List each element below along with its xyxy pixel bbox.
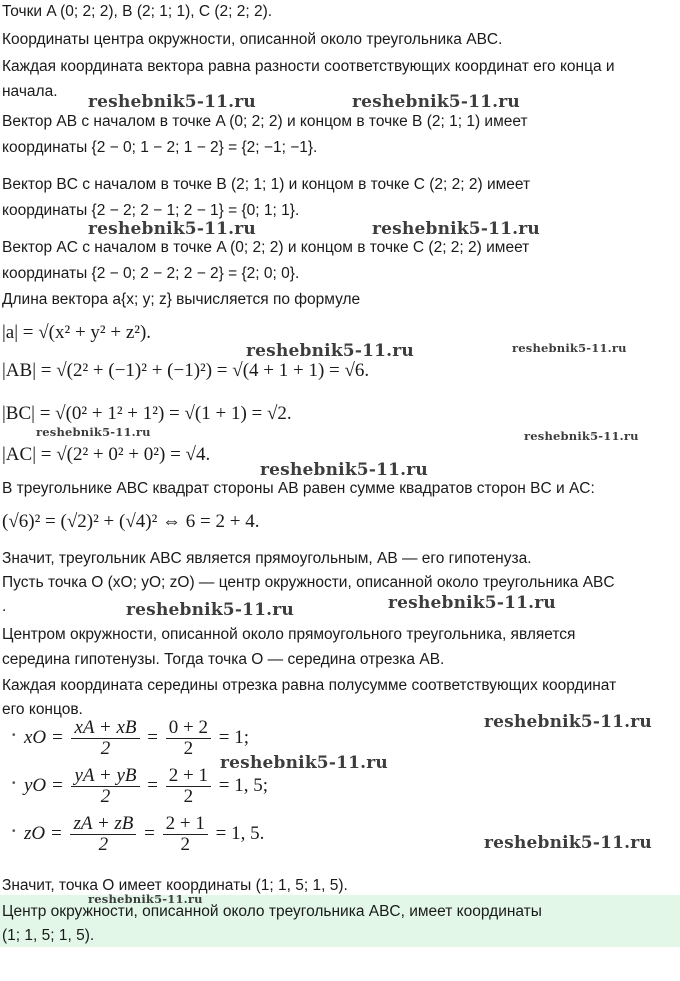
center-definition: Пусть точка O (xO; yO; zO) — центр окружности, описанной около треугольника ABC <box>2 574 615 591</box>
bullet-dot: • <box>12 778 16 789</box>
given-points: Точки A (0; 2; 2), B (2; 1; 1), C (2; 2; 2). <box>2 3 273 20</box>
numerator: 2 + 1 <box>163 814 208 835</box>
length-formula-intro: Длина вектора a{x; y; z} вычисляется по формуле <box>2 291 361 308</box>
watermark: reshebnik5-11.ru <box>524 429 639 443</box>
midpoint-rule-line2: его концов. <box>2 701 83 718</box>
vector-bc-line1: Вектор BC с началом в точке B (2; 1; 1) и концом в точке C (2; 2; 2) имеет <box>2 176 531 193</box>
watermark: reshebnik5-11.ru <box>246 341 414 361</box>
denominator: 2 <box>98 834 109 855</box>
answer-line1: Центр окружности, описанной около треугольника ABC, имеет координаты <box>2 903 542 920</box>
vector-bc-coords: координаты {2 − 2; 2 − 1; 2 − 1} = {0; 1; 1}. <box>2 202 300 219</box>
pythagoras-check: (√6)² = (√2)² + (√4)² ⇔ 6 = 2 + 4. <box>2 511 260 532</box>
numerator: 0 + 2 <box>166 718 211 739</box>
vector-rule-line2: начала. <box>2 83 58 100</box>
length-ab: |AB| = √(2² + (−1)² + (−1)²) = √(4 + 1 + 1) = √6. <box>2 360 370 381</box>
midpoint-y-formula: yO = $\frac{yA + yB}{2}$ = $\frac{2 + 1}{2}$ = 1, 5; <box>24 765 268 807</box>
watermark: reshebnik5-11.ru <box>88 892 203 906</box>
length-ac: |AC| = √(2² + 0² + 0²) = √4. <box>2 444 211 465</box>
fraction <box>70 814 136 855</box>
watermark: reshebnik5-11.ru <box>220 753 388 773</box>
task-statement: Координаты центра окружности, описанной около треугольника ABC. <box>2 31 503 48</box>
watermark: reshebnik5-11.ru <box>388 593 556 613</box>
watermark: reshebnik5-11.ru <box>484 712 652 732</box>
bullet-dot: • <box>12 826 16 837</box>
answer-line2: (1; 1, 5; 1, 5). <box>2 927 95 944</box>
numerator: 2 + 1 <box>166 766 211 787</box>
denominator: 2 <box>180 834 190 855</box>
center-definition-end: . <box>2 598 7 615</box>
pythagoras-statement: В треугольнике ABC квадрат стороны AB равен сумме квадратов сторон BC и AC: <box>2 480 595 497</box>
numerator: zA + zB <box>70 814 136 835</box>
bullet-dot: • <box>12 730 16 741</box>
midpoint-y-result: = 1, 5; <box>218 774 268 796</box>
watermark: reshebnik5-11.ru <box>36 425 151 439</box>
fraction <box>71 718 139 759</box>
fraction <box>166 766 211 807</box>
midpoint-x-formula: xO = $\frac{xA + xB}{2}$ = $\frac{0 + 2}{2}$ = 1; <box>24 717 249 759</box>
watermark: reshebnik5-11.ru <box>512 341 627 355</box>
midpoint-z-result: = 1, 5. <box>215 822 265 844</box>
fraction <box>166 718 211 759</box>
vector-ab-line1: Вектор AB с началом в точке A (0; 2; 2) и концом в точке B (2; 1; 1) имеет <box>2 113 528 130</box>
vector-ab-coords: координаты {2 − 0; 1 − 2; 1 − 2} = {2; −1; −1}. <box>2 139 318 156</box>
midpoint-z-label: zO = <box>24 822 63 844</box>
watermark: reshebnik5-11.ru <box>88 219 256 239</box>
center-coordinates-conclusion: Значит, точка O имеет координаты (1; 1, 5; 1, 5). <box>2 877 348 894</box>
midpoint-x-result: = 1; <box>218 726 249 748</box>
midpoint-z-formula: zO = $\frac{zA + zB}{2}$ = $\frac{2 + 1}{2}$ = 1, 5. <box>24 813 265 855</box>
watermark: reshebnik5-11.ru <box>372 219 540 239</box>
right-triangle-conclusion: Значит, треугольник ABC является прямоугольным, AB — его гипотенуза. <box>2 550 532 567</box>
hypotenuse-rule-line2: середина гипотенузы. Тогда точка O — середина отрезка AB. <box>2 651 445 668</box>
watermark: reshebnik5-11.ru <box>352 92 520 112</box>
denominator: 2 <box>183 786 194 807</box>
watermark: reshebnik5-11.ru <box>260 460 428 480</box>
denominator: 2 <box>183 738 194 759</box>
fraction <box>163 814 208 855</box>
numerator: yA + yB <box>71 766 139 787</box>
denominator: 2 <box>100 738 111 759</box>
vector-ac-line1: Вектор AC с началом в точке A (0; 2; 2) и концом в точке C (2; 2; 2) имеет <box>2 239 530 256</box>
vector-ac-coords: координаты {2 − 0; 2 − 2; 2 − 2} = {2; 0; 0}. <box>2 265 300 282</box>
midpoint-x-label: xO = <box>24 726 64 748</box>
watermark: reshebnik5-11.ru <box>484 833 652 853</box>
length-formula: |a| = √(x² + y² + z²). <box>2 322 152 343</box>
vector-rule-line1: Каждая координата вектора равна разности соответствующих координат его конца и <box>2 58 615 75</box>
midpoint-rule-line1: Каждая координата середины отрезка равна полусумме соответствующих координат <box>2 677 617 694</box>
numerator: xA + xB <box>71 718 139 739</box>
watermark: reshebnik5-11.ru <box>126 600 294 620</box>
fraction <box>71 766 139 807</box>
midpoint-y-label: yO = <box>24 774 64 796</box>
watermark: reshebnik5-11.ru <box>88 92 256 112</box>
hypotenuse-rule-line1: Центром окружности, описанной около прямоугольного треугольника, является <box>2 626 576 643</box>
length-bc: |BC| = √(0² + 1² + 1²) = √(1 + 1) = √2. <box>2 403 292 424</box>
denominator: 2 <box>100 786 111 807</box>
